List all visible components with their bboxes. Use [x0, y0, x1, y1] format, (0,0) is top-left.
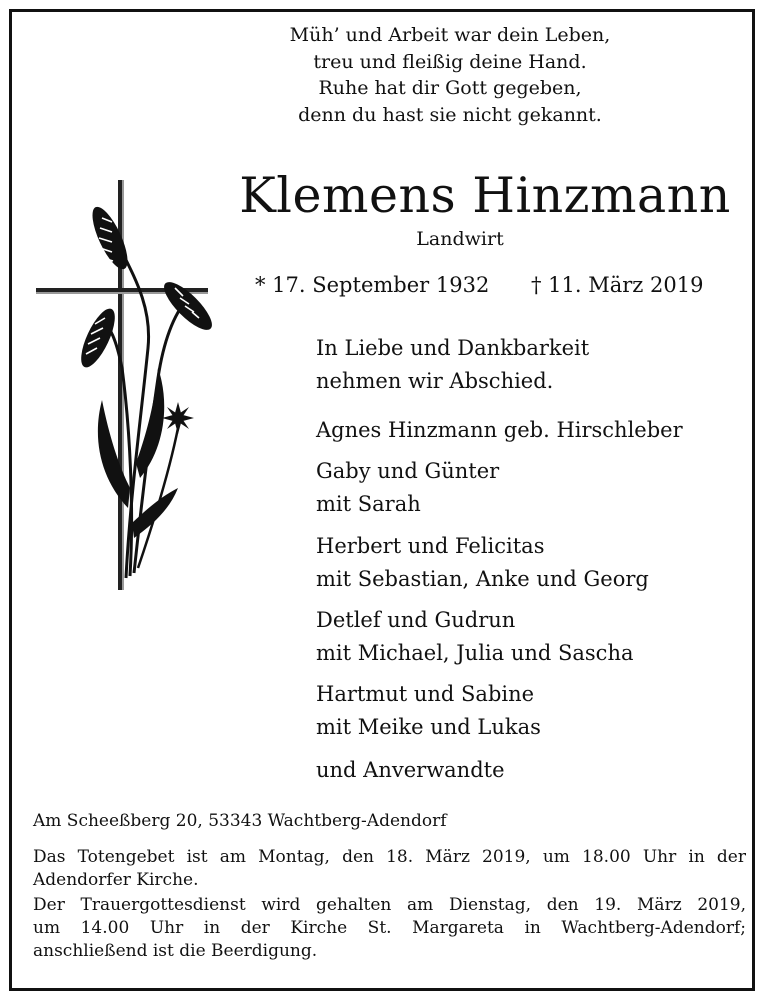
service-info [33, 894, 746, 963]
mourner-family [316, 604, 634, 670]
farewell-text [316, 332, 589, 398]
prayer-line: Das Totengebet ist am Montag, den 18. März 2019, um 18.00 Uhr in der [33, 847, 746, 867]
family-parents: Hartmut und Sabine [316, 682, 535, 706]
poem-line: treu und fleißig deine Hand. [313, 50, 587, 73]
family-parents: Herbert und Felicitas [316, 534, 545, 558]
farewell-line: nehmen wir Abschied. [316, 369, 554, 393]
family-children: mit Sarah [316, 492, 421, 516]
mourner-family [316, 678, 541, 744]
family-parents: Gaby und Günter [316, 459, 500, 483]
family-children: mit Meike und Lukas [316, 715, 541, 739]
deceased-name: Klemens Hinzmann [239, 167, 731, 224]
prayer-info [33, 846, 746, 892]
address [33, 810, 746, 833]
death-date: † 11. März 2019 [531, 273, 704, 297]
service-line: um 14.00 Uhr in der Kirche St. Margareta in Wachtberg-Adendorf; [33, 918, 746, 938]
address-line: Am Scheeßberg 20, 53343 Wachtberg-Adendorf [33, 811, 447, 831]
mourner-family [316, 455, 499, 521]
service-line: anschließend ist die Beerdigung. [33, 941, 318, 961]
prayer-line: Adendorfer Kirche. [33, 870, 199, 890]
family-children: mit Michael, Julia und Sascha [316, 641, 634, 665]
cross-wheat-illustration [30, 178, 220, 598]
mourner-spouse: Agnes Hinzmann geb. Hirschleber [316, 418, 683, 442]
poem-line: Ruhe hat dir Gott gegeben, [318, 77, 582, 99]
family-children: mit Sebastian, Anke und Georg [316, 567, 649, 591]
poem [230, 22, 670, 128]
deceased-occupation: Landwirt [416, 228, 504, 250]
family-parents: Detlef und Gudrun [316, 608, 516, 632]
poem-line: denn du hast sie nicht gekannt. [298, 103, 602, 126]
farewell-line: In Liebe und Dankbarkeit [316, 336, 590, 360]
poem-line: Müh’ und Arbeit war dein Leben, [289, 24, 611, 46]
mourner-family [316, 530, 649, 596]
service-line: Der Trauergottesdienst wird gehalten am Dienstag, den 19. März 2019, [33, 895, 746, 915]
mourner-relatives: und Anverwandte [316, 758, 505, 782]
birth-date: * 17. September 1932 [255, 273, 490, 297]
